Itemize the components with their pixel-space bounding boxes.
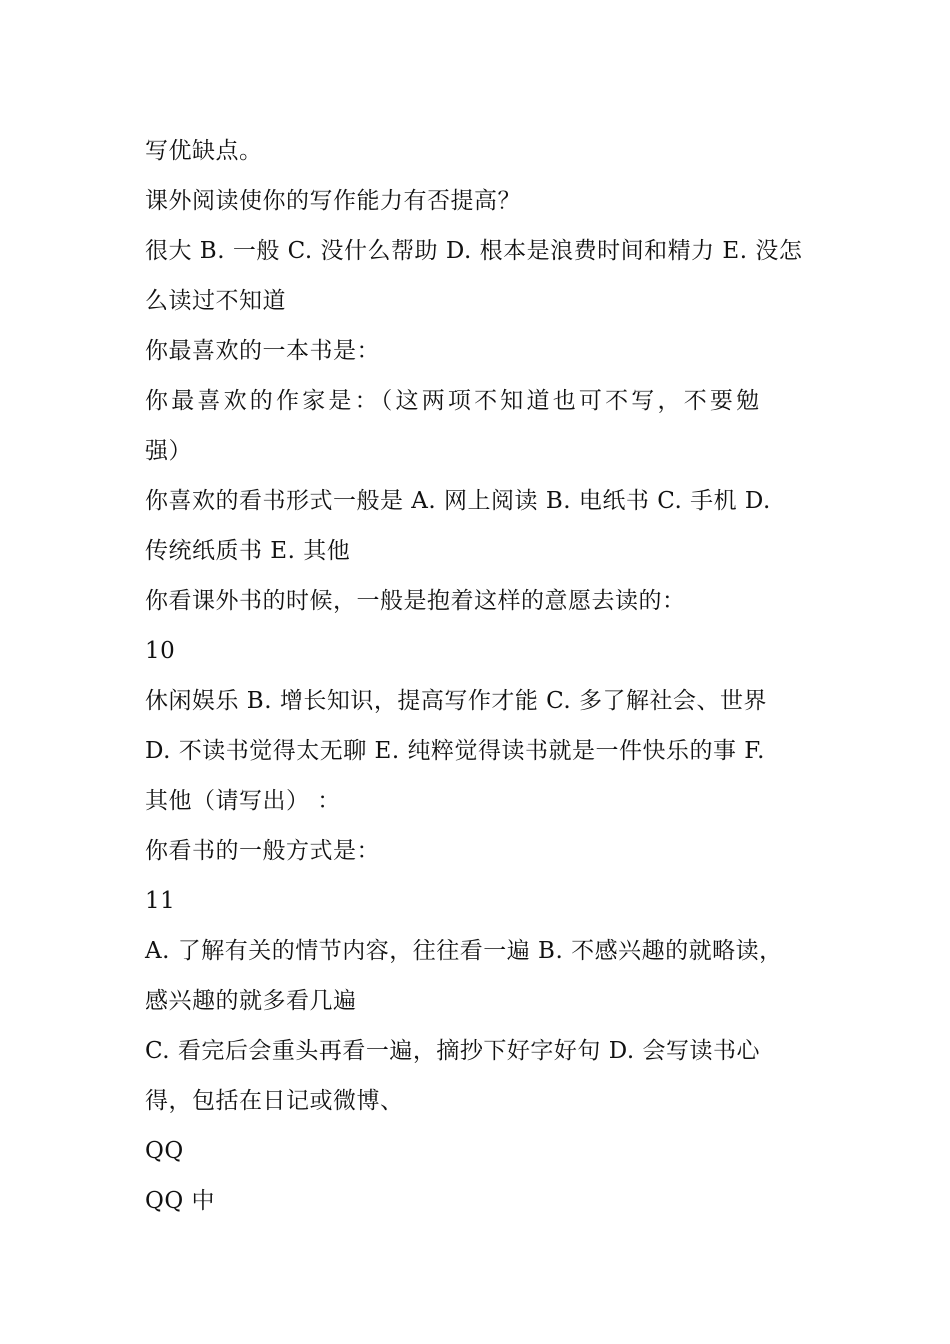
answer-options-line: A. 了解有关的情节内容，往往看一遍 B. 不感兴趣的就略读， xyxy=(145,938,783,964)
answer-options-line: 感兴趣的就多看几遍 xyxy=(145,988,357,1014)
text-line: QQ 中 xyxy=(145,1188,216,1214)
answer-options-line: 其他（请写出） ： xyxy=(145,788,341,814)
answer-options-line: 么读过不知道 xyxy=(145,288,286,314)
question-favorite-author: 你最喜欢的作家是：（这两项不知道也可不写，不要勉 xyxy=(145,388,763,414)
question-reading-intent: 你看课外书的时候，一般是抱着这样的意愿去读的： xyxy=(145,588,686,614)
text-line: 强） xyxy=(145,438,192,464)
question-reading-method: 你看书的一般方式是： xyxy=(145,838,380,864)
text-line: 写优缺点。 xyxy=(145,138,263,164)
answer-options-line: 休闲娱乐 B. 增长知识，提高写作才能 C. 多了解社会、世界 xyxy=(145,688,768,714)
answer-options-line: 得，包括在日记或微博、 xyxy=(145,1088,404,1114)
item-number: 10 xyxy=(145,638,176,664)
text-line: QQ xyxy=(145,1138,184,1164)
item-number: 11 xyxy=(145,888,176,914)
answer-options-line: 很大 B. 一般 C. 没什么帮助 D. 根本是浪费时间和精力 E. 没怎 xyxy=(145,238,803,264)
answer-options-line: D. 不读书觉得太无聊 E. 纯粹觉得读书就是一件快乐的事 F. xyxy=(145,738,765,764)
question-favorite-book: 你最喜欢的一本书是： xyxy=(145,338,380,364)
question-writing-improvement: 课外阅读使你的写作能力有否提高？ xyxy=(145,188,521,214)
answer-options-line: C. 看完后会重头再看一遍，摘抄下好字好句 D. 会写读书心 xyxy=(145,1038,760,1064)
question-reading-format: 你喜欢的看书形式一般是 A. 网上阅读 B. 电纸书 C. 手机 D. xyxy=(145,488,771,514)
answer-options-line: 传统纸质书 E. 其他 xyxy=(145,538,351,564)
